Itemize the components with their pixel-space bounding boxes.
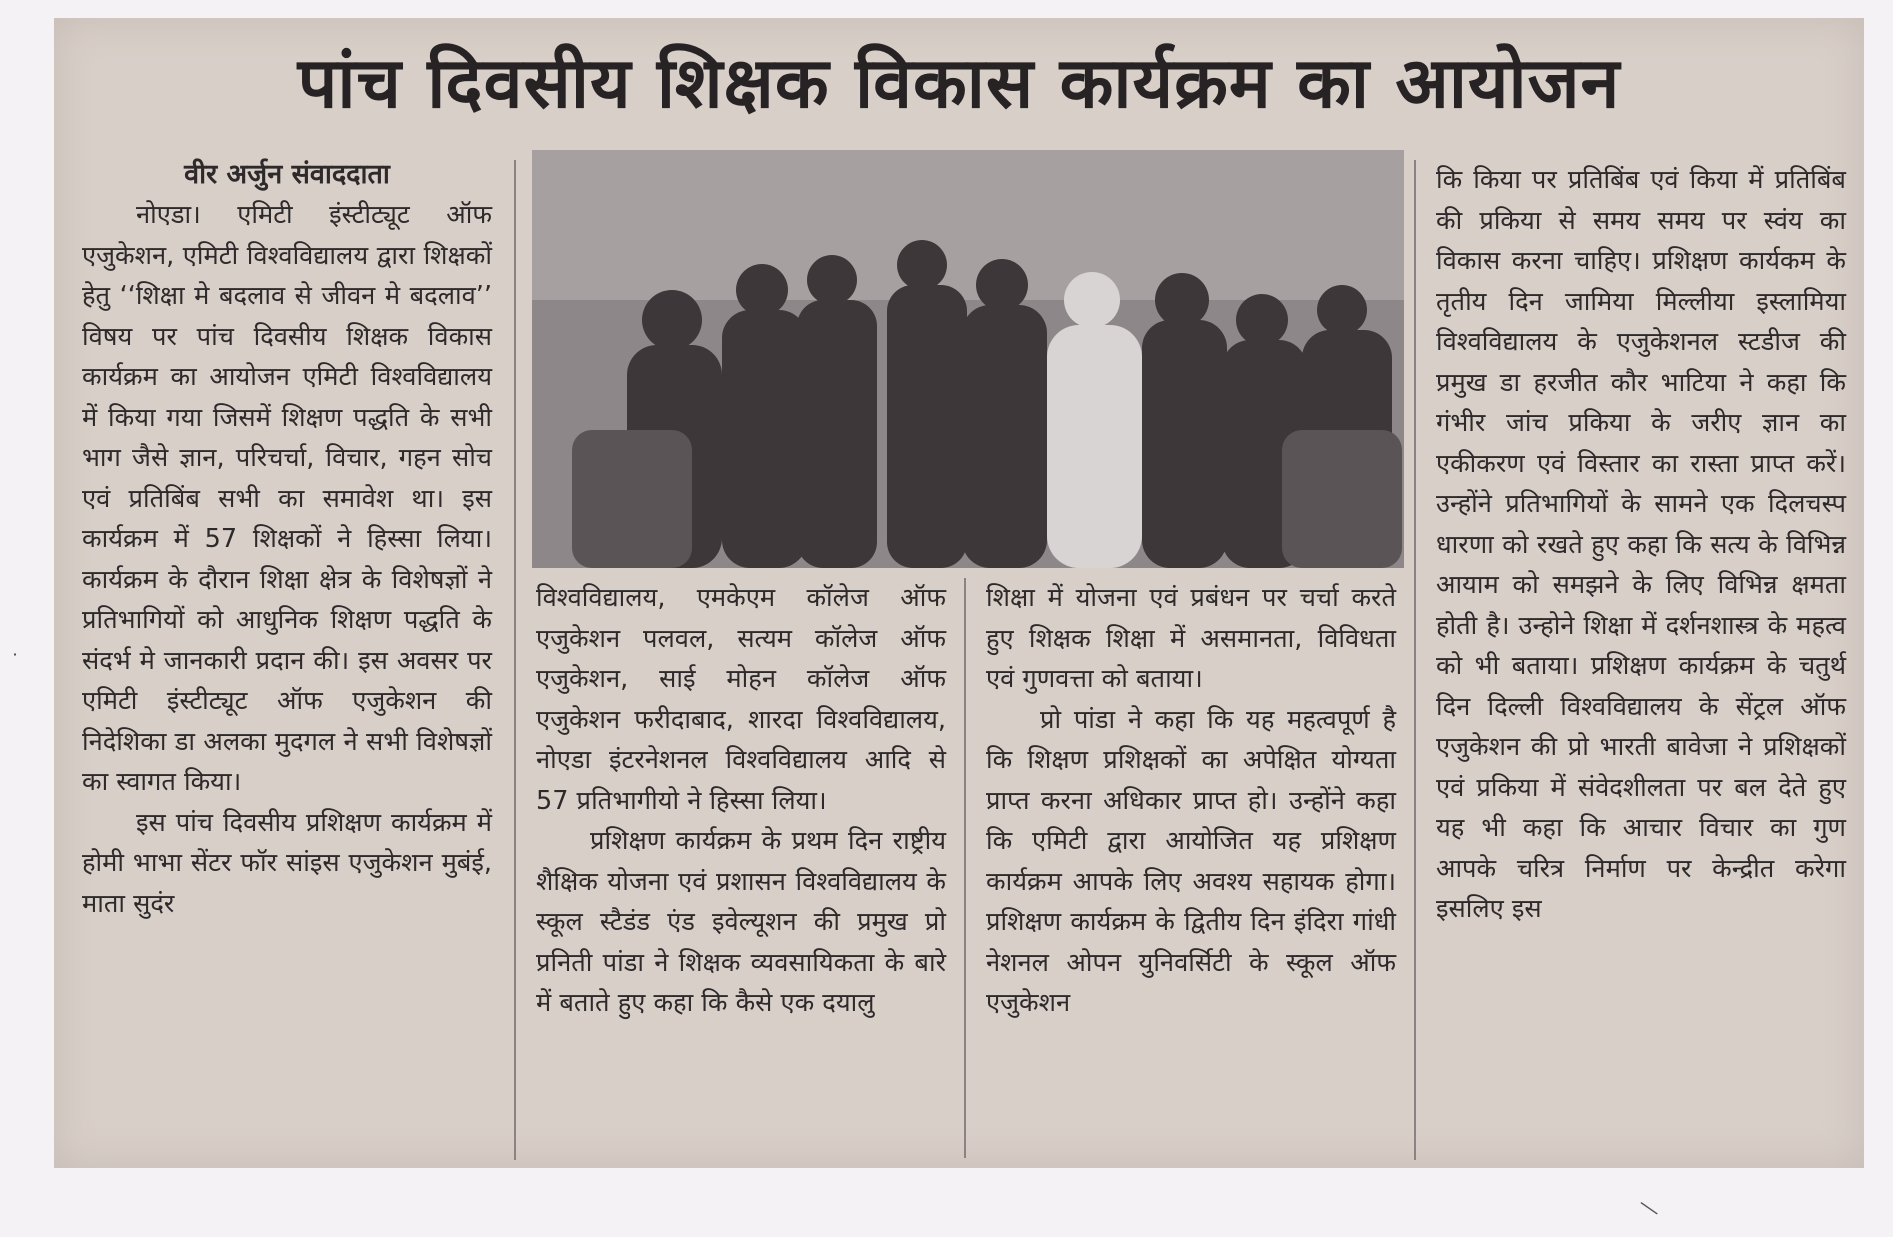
column-4 xyxy=(1436,160,1846,930)
paragraph: इस पांच दिवसीय प्रशिक्षण कार्यक्रम में होमी भाभा सेंटर फॉर सांइस एजुकेशन मुबंई, माता सुदंर xyxy=(82,807,492,919)
column-divider xyxy=(514,160,516,1160)
paragraph: कि किया पर प्रतिबिंब एवं किया में प्रतिबिंब की प्रकिया से समय समय पर स्वंय का विकास करना चाहिए। प्रशिक्षण कार्यकम के तृतीय दिन जामिया मिल्लीया इस्लामिया विश्वविद्यालय के एजुकेशनल स्टडीज की प्रमुख डा हरजीत कौर भाटिया ने कहा कि गंभीर जांच प्रकिया के जरीए ज्ञान का एकीकरण एवं विस्तार का रास्ता प्राप्त करें। उन्होंने प्रतिभागियों के सामने एक दिलचस्प धारणा को रखते हुए कहा कि सत्य के विभिन्न आयाम को समझने के लिए विभिन्न क्षमता होती है। उन्होने शिक्षा में दर्शनशास्त्र के महत्व को भी बताया। प्रशिक्षण कार्यक्रम के चतुर्थ दिन दिल्ली विश्वविद्यालय के सेंट्रल ऑफ एजुकेशन की प्रो भारती बावेजा ने प्रशिक्षकों एवं प्रकिया में संवेदशीलता पर बल देते हुए यह भी कहा कि आचार विचार का गुण आपके चरित्र निर्माण पर केन्द्रीत करेगा इसलिए इस xyxy=(1436,165,1846,924)
column-divider xyxy=(1414,160,1416,1160)
byline: वीर अर्जुन संवाददाता xyxy=(184,159,390,190)
headline: पांच दिवसीय शिक्षक विकास कार्यक्रम का आयोजन xyxy=(297,42,1621,124)
paragraph: विश्वविद्यालय, एमकेएम कॉलेज ऑफ एजुकेशन पलवल, सत्यम कॉलेज ऑफ एजुकेशन, साई मोहन कॉलेज ऑफ एजुकेशन फरीदाबाद, शारदा विश्वविद्यालय, नोएडा इंटरनेशनल विश्वविद्यालय आदि से 57 प्रतिभागीयो ने हिस्सा लिया। xyxy=(536,583,946,816)
group-photo-icon xyxy=(532,150,1404,568)
column-1 xyxy=(82,155,492,924)
column-divider xyxy=(964,578,966,1158)
column-2 xyxy=(536,578,946,1024)
scan-mark: ― xyxy=(1634,1191,1666,1223)
scan-mark: ˙ xyxy=(10,650,20,674)
group-photo xyxy=(532,150,1404,568)
paragraph: नोएडा। एमिटी इंस्टीट्यूट ऑफ एजुकेशन, एमिटी विश्वविद्यालय द्वारा शिक्षकों हेतु ‘‘शिक्षा मे बदलाव से जीवन मे बदलाव’’ विषय पर पांच दिवसीय शिक्षक विकास कार्यक्रम का आयोजन एमिटी विश्वविद्यालय में किया गया जिसमें शिक्षण पद्धति के सभी भाग जैसे ज्ञान, परिचर्चा, विचार, गहन सोच एवं प्रतिबिंब सभी का समावेश था। इस कार्यक्रम में 57 शिक्षकों ने हिस्सा लिया। कार्यक्रम के दौरान शिक्षा क्षेत्र के विशेषज्ञों ने प्रतिभागियों को आधुनिक शिक्षण पद्धति के संदर्भ मे जानकारी प्रदान की। इस अवसर पर एमिटी इंस्टीट्यूट ऑफ एजुकेशन की निदेशिका डा अलका मुदगल ने सभी विशेषज्ञों का स्वागत किया। xyxy=(82,200,492,797)
paragraph: प्रो पांडा ने कहा कि यह महत्वपूर्ण है कि शिक्षण प्रशिक्षकों का अपेक्षित योग्यता प्राप्त करना अधिकार प्राप्त हो। उन्होंने कहा कि एमिटी द्वारा आयोजित यह प्रशिक्षण कार्यक्रम आपके लिए अवश्य सहायक होगा। प्रशिक्षण कार्यक्रम के द्वितीय दिन इंदिरा गांधी नेशनल ओपन युनिवर्सिटी के स्कूल ऑफ एजुकेशन xyxy=(986,704,1396,1018)
column-3 xyxy=(986,578,1396,1024)
paragraph: प्रशिक्षण कार्यक्रम के प्रथम दिन राष्ट्रीय शैक्षिक योजना एवं प्रशासन विश्वविद्यालय के स्कूल स्टैडंड एंड इवेल्यूशन की प्रमुख प्रो प्रनिती पांडा ने शिक्षक व्यवसायिकता के बारे में बताते हुए कहा कि कैसे एक दयालु xyxy=(536,826,946,1018)
paragraph: शिक्षा में योजना एवं प्रबंधन पर चर्चा करते हुए शिक्षक शिक्षा में असमानता, विविधता एवं गुणवत्ता को बताया। xyxy=(986,583,1396,694)
